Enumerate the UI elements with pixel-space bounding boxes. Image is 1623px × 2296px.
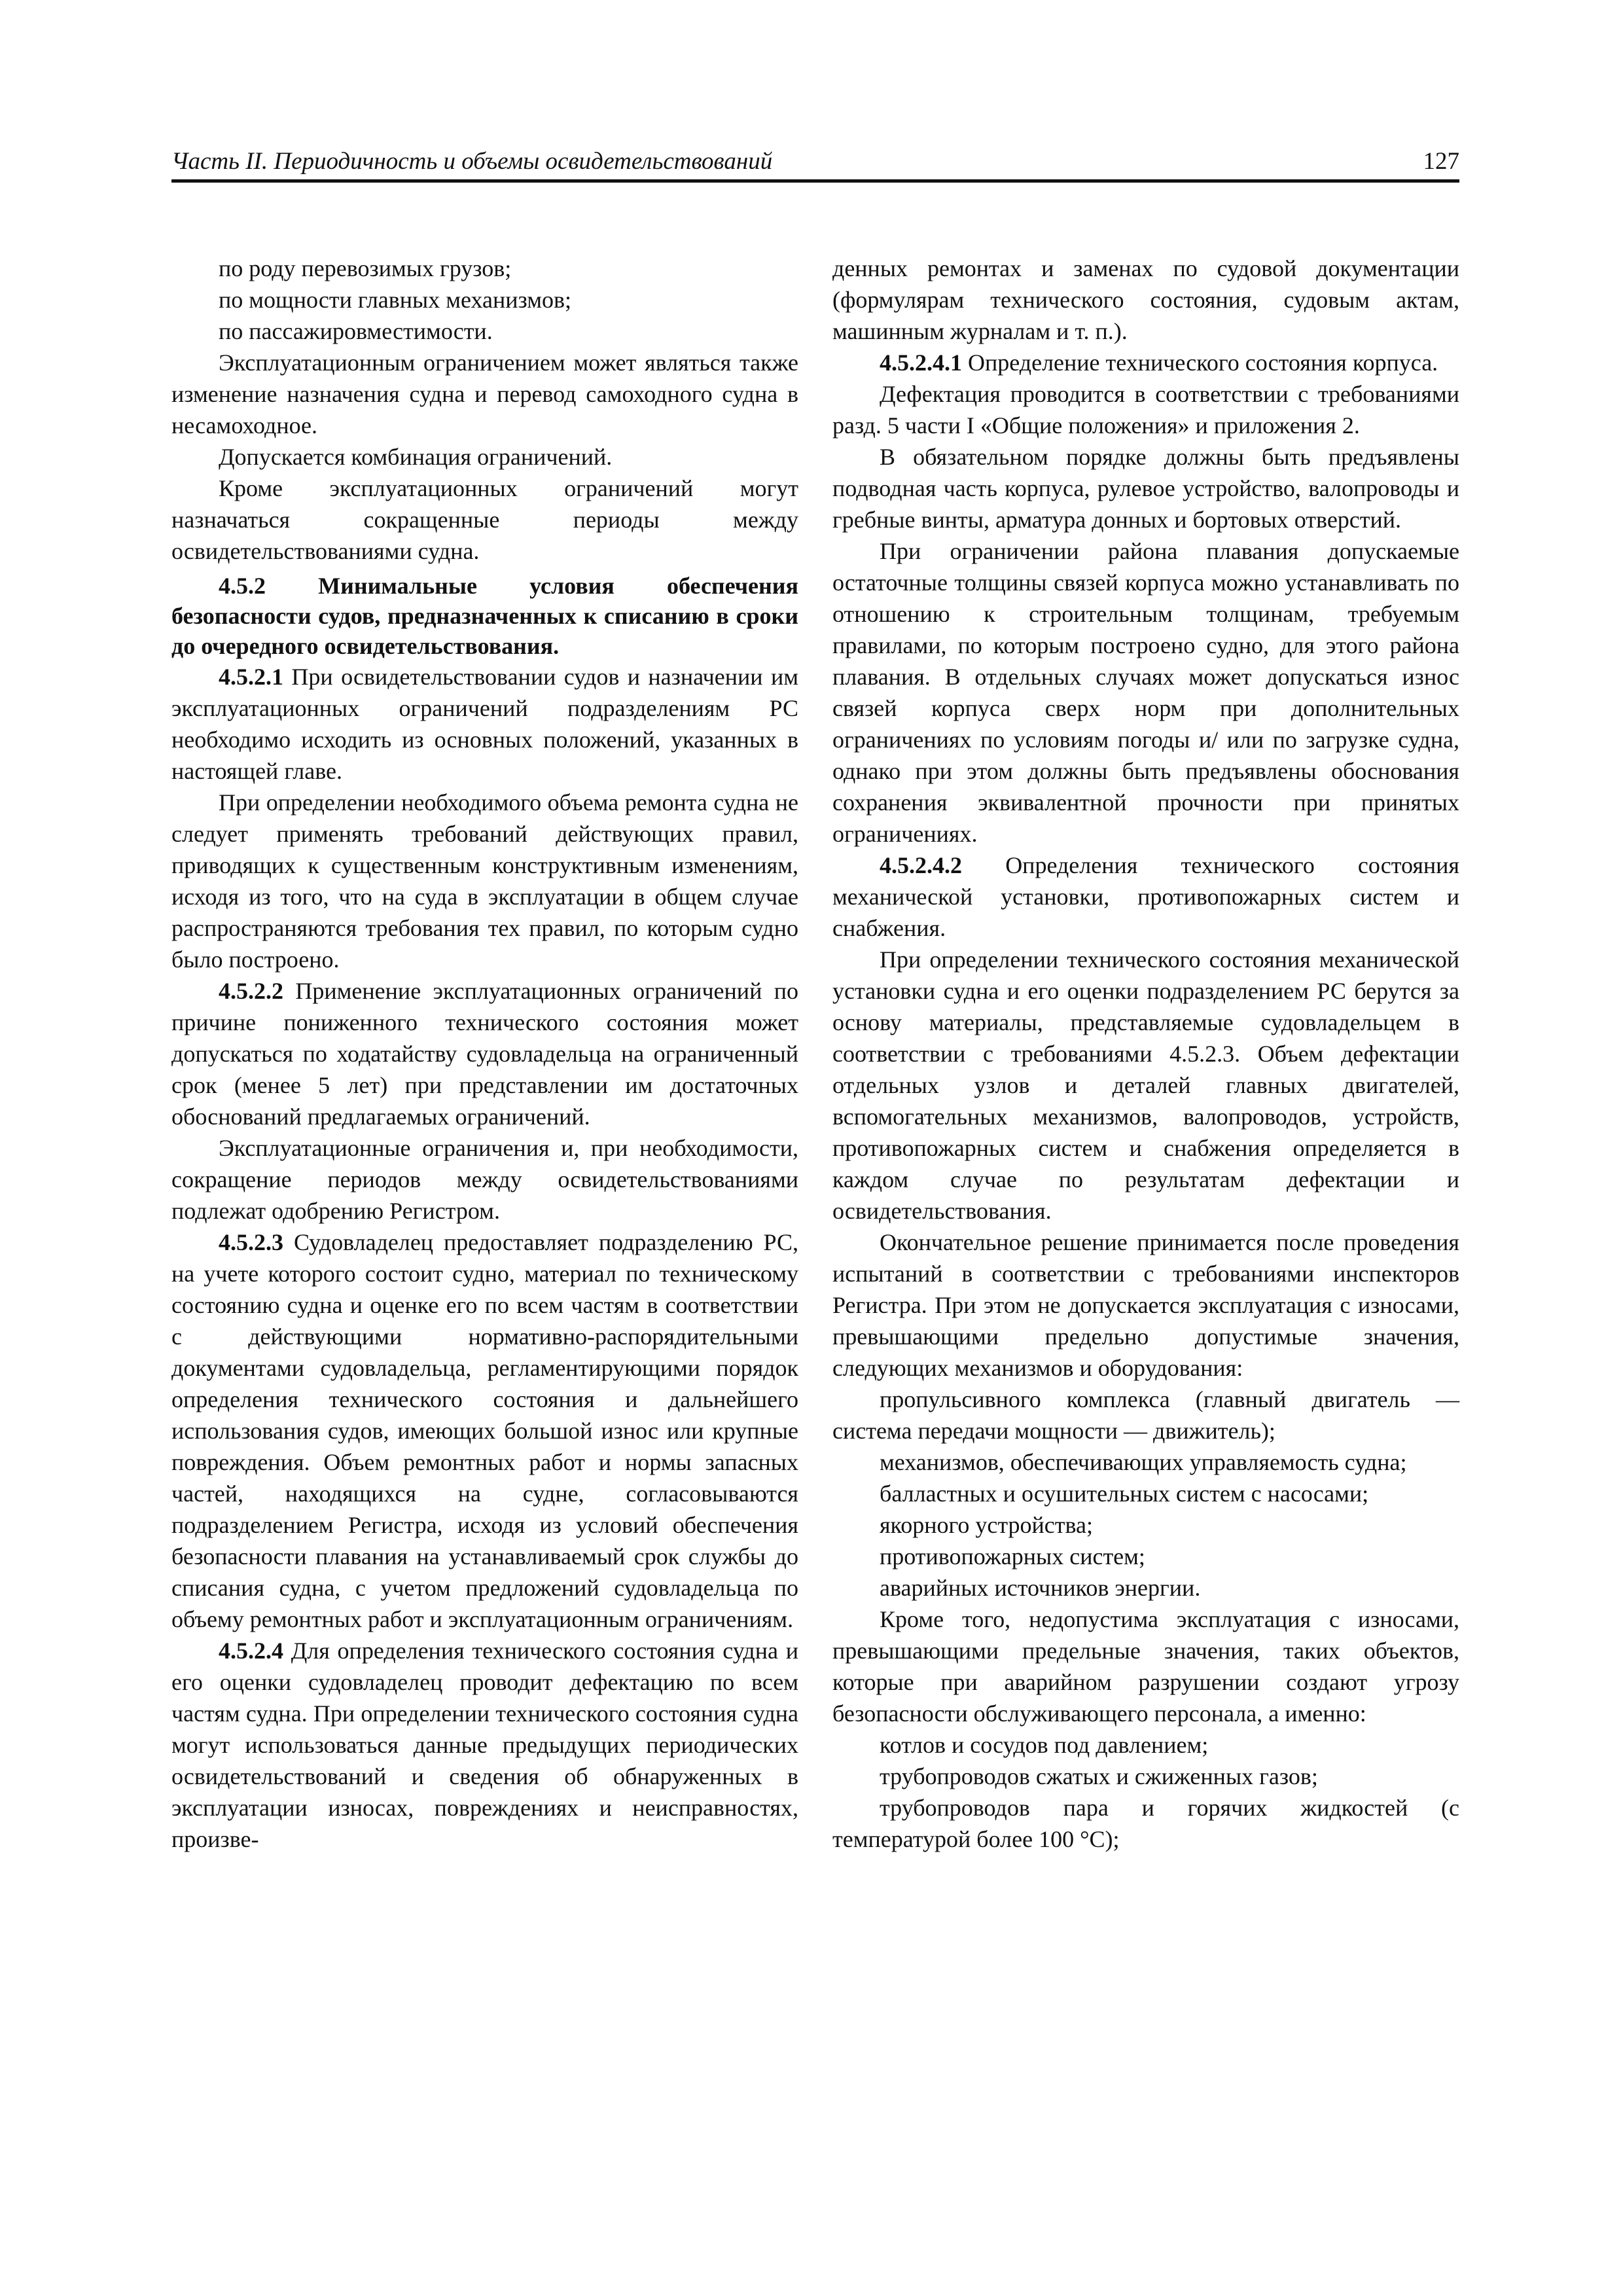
clause-number: 4.5.2.3 — [219, 1229, 283, 1255]
list-item: трубопроводов сжатых и сжиженных газов; — [880, 1763, 1318, 1789]
list-item: противопожарных систем; — [880, 1543, 1145, 1570]
paragraph: Кроме того, недопустима эксплуатация с износами, превышающими предельные значения, таких объектов, которые при аварийном разрушении создают угрозу безопасности обслуживающего персонала, а именно: — [832, 1606, 1459, 1727]
list-item: аварийных источников энергии. — [880, 1575, 1201, 1601]
page-number: 127 — [1423, 148, 1459, 175]
list-item: по роду перевозимых грузов; — [219, 255, 512, 281]
list-item: по пассажировместимости. — [219, 318, 493, 344]
paragraph: При определении необходимого объема ремонта судна не следует применять требований действующих правил, приводящих к существенным конструктивным изменениям, исходя из того, что на суда в эксплуатации в общем случае распространяются требования тех правил, по которым судно было построено. — [171, 789, 798, 973]
paragraph — [171, 661, 798, 787]
paragraph: Эксплуатационным ограничением может являться также изменение назначения судна и перевод самоходного судна в несамоходное. — [171, 350, 798, 439]
paragraph: Допускается комбинация ограничений. — [219, 444, 613, 470]
paragraph — [171, 1227, 798, 1635]
paragraph: пропульсивного комплекса (главный двигатель — система передачи мощности — движитель); — [832, 1386, 1459, 1444]
clause-text: Определение технического состояния корпуса. — [962, 350, 1438, 376]
paragraph: При ограничении района плавания допускаемые остаточные толщины связей корпуса можно устанавливать по отношению к строительным толщинам, требуемым правилами, по которым построено судно, для этого района плавания. В отдельных случаях может допускаться износ связей корпуса сверх норм при дополнительных ограничениях по условиям погоды и/ или по загрузке судна, однако при этом должны быть предъявлены обоснования сохранения эквивалентной прочности при принятых ограничениях. — [832, 538, 1459, 847]
paragraph: трубопроводов пара и горячих жидкостей (с температурой более 100 °C); — [832, 1795, 1459, 1852]
running-header — [171, 143, 1459, 179]
section-heading: 4.5.2 Минимальные условия обеспечения безопасности судов, предназначенных к списанию в сроки до очередного освидетельствования. — [171, 573, 798, 659]
header-title: Часть II. Периодичность и объемы освидетельствований — [171, 148, 773, 175]
clause-number: 4.5.2.2 — [219, 978, 283, 1004]
paragraph: механизмов, обеспечивающих управляемость судна; — [880, 1449, 1407, 1475]
clause-text: Применение эксплуатационных ограничений по причине пониженного технического состояния может допускаться по ходатайству судовладельца на ограниченный срок (менее 5 лет) при представлении им достаточных обоснований предлагаемых ограничений. — [171, 978, 798, 1130]
clause-number: 4.5.2.4 — [219, 1638, 283, 1664]
clause-number: 4.5.2.4.1 — [880, 350, 962, 376]
clause-text: Судовладелец предоставляет подразделению РС, на учете которого состоит судно, материал по техническому состоянию судна и оценке его по всем частям в соответствии с действующими нормативно-распорядительными документами судовладельца, регламентирующими порядок определения технического состояния и дальнейшего использования судов, имеющих большой износ или крупные повреждения. Объем ремонтных работ и нормы запасных частей, находящихся на судне, согласовываются подразделением Регистра, исходя из условий обеспечения безопасности плавания на устанавливаемый срок службы до списания судна, с учетом предложений судовладельца по объему ремонтных работ и эксплуатационным ограничениям. — [171, 1229, 798, 1632]
paragraph — [832, 347, 1459, 378]
list-item: якорного устройства; — [880, 1512, 1093, 1538]
paragraph: денных ремонтах и заменах по судовой документации (формулярам технического состояния, судовым актам, машинным журналам и т. п.). — [832, 255, 1459, 344]
clause-text: Определения технического состояния механической установки, противопожарных систем и снабжения. — [832, 852, 1459, 941]
paragraph: Кроме эксплуатационных ограничений могут назначаться сокращенные периоды между освидетельствованиями судна. — [171, 475, 798, 564]
paragraph — [832, 850, 1459, 944]
paragraph: Окончательное решение принимается после проведения испытаний в соответствии с требованиями инспекторов Регистра. При этом не допускается эксплуатация с износами, превышающими предельно допустимые значения, следующих механизмов и оборудования: — [832, 1229, 1459, 1381]
clause-text: Для определения технического состояния судна и его оценки судовладелец проводит дефектацию по всем частям судна. При определении технического состояния судна могут использоваться данные предыдущих периодических освидетельствований и сведения об обнаруженных в эксплуатации износах, повреждениях и неисправностях, произве- — [171, 1638, 798, 1852]
paragraph: Эксплуатационные ограничения и, при необходимости, сокращение периодов между освидетельствованиями подлежат одобрению Регистром. — [171, 1135, 798, 1224]
paragraph — [171, 1635, 798, 1855]
clause-number: 4.5.2.1 — [219, 664, 283, 690]
clause-number: 4.5.2.4.2 — [880, 852, 962, 878]
clause-text: При освидетельствовании судов и назначении им эксплуатационных ограничений подразделениям РС необходимо исходить из основных положений, указанных в настоящей главе. — [171, 664, 798, 784]
paragraph: При определении технического состояния механической установки судна и его оценки подразделением РС берутся за основу материалы, представляемые судовладельцем в соответствии с требованиями 4.5.2.3. Объем дефектации отдельных узлов и деталей главных двигателей, вспомогательных механизмов, валопроводов, устройств, противопожарных систем и снабжения определяется в каждом случае по результатам дефектации и освидетельствования. — [832, 946, 1459, 1224]
paragraph: Дефектация проводится в соответствии с требованиями разд. 5 части I «Общие положения» и приложения 2. — [832, 381, 1459, 439]
paragraph: В обязательном порядке должны быть предъявлены подводная часть корпуса, рулевое устройство, валопроводы и гребные винты, арматура донных и бортовых отверстий. — [832, 444, 1459, 533]
header-rule — [171, 179, 1459, 183]
paragraph — [171, 975, 798, 1132]
list-item: котлов и сосудов под давлением; — [880, 1732, 1209, 1758]
list-item: по мощности главных механизмов; — [219, 287, 572, 313]
list-item: балластных и осушительных систем с насосами; — [880, 1480, 1369, 1507]
left-column — [171, 253, 798, 1855]
right-column — [832, 253, 1459, 1855]
